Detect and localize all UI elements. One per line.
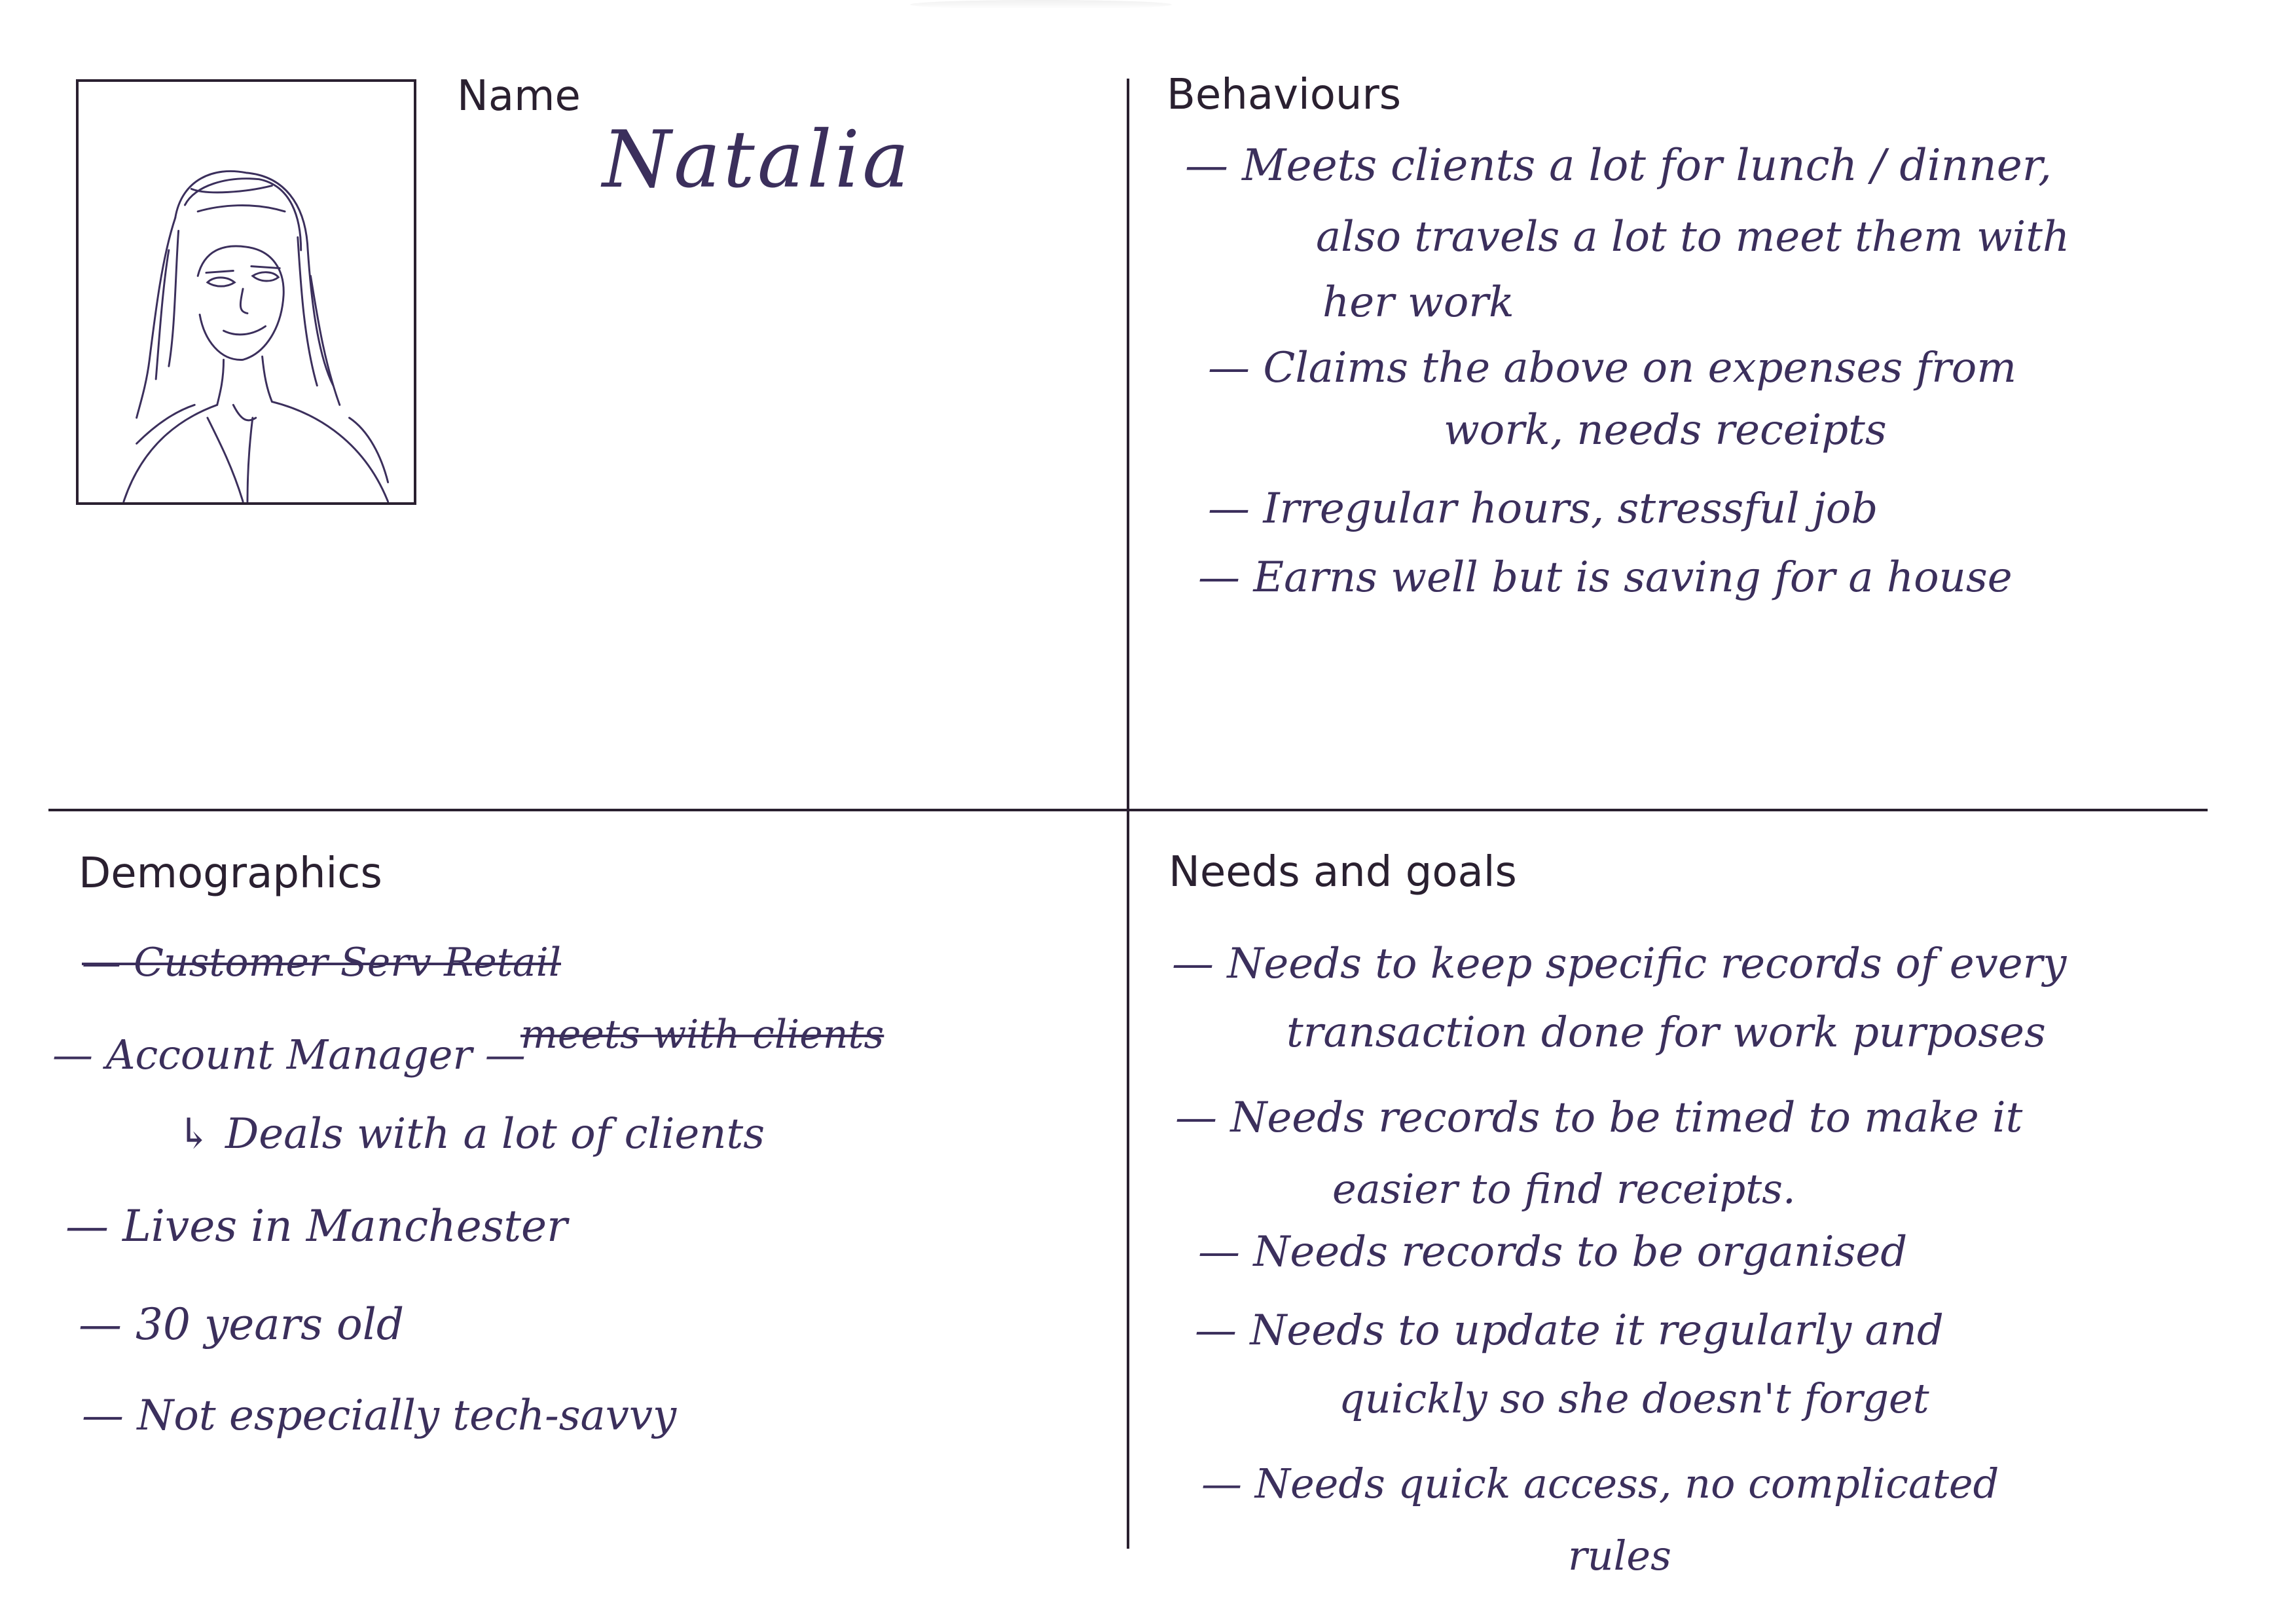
needs-goals-line: rules <box>1568 1532 1671 1579</box>
needs-goals-line: — Needs records to be organised <box>1198 1228 1908 1276</box>
horizontal-divider <box>48 809 2208 811</box>
demographics-line: — Not especially tech-savvy <box>82 1392 677 1440</box>
demographics-line: — 30 years old <box>79 1299 405 1350</box>
needs-goals-line: easier to find receipts. <box>1332 1165 1796 1213</box>
scan-shadow <box>910 0 1172 9</box>
portrait-drawing <box>79 82 414 502</box>
persona-name: Natalia <box>602 115 912 206</box>
behaviours-line: — Meets clients a lot for lunch / dinner, <box>1185 140 2052 191</box>
needs-goals-heading: Needs and goals <box>1169 848 1517 896</box>
needs-goals-line: — Needs to update it regularly and <box>1195 1306 1944 1355</box>
demographics-line: ↳ Deals with a lot of clients <box>177 1110 765 1158</box>
behaviours-line: her work <box>1322 278 1514 327</box>
needs-goals-line: quickly so she doesn't forget <box>1339 1375 1929 1422</box>
needs-goals-line: — Needs to keep specific records of every <box>1172 940 2067 988</box>
demographics-line: — Account Manager — <box>52 1031 526 1079</box>
behaviours-line: work, needs receipts <box>1444 406 1887 454</box>
behaviours-heading: Behaviours <box>1167 71 1402 119</box>
vertical-divider <box>1127 79 1129 1549</box>
needs-goals-line: — Needs records to be timed to make it <box>1175 1094 2023 1142</box>
behaviours-line: — Claims the above on expenses from <box>1208 344 2016 392</box>
behaviours-line: — Earns well but is saving for a house <box>1198 553 2013 602</box>
needs-goals-line: — Needs quick access, no complicated <box>1201 1460 1999 1507</box>
name-label: Name <box>457 72 581 120</box>
demographics-heading: Demographics <box>79 849 382 898</box>
demographics-line-struck: meets with clients <box>520 1012 884 1058</box>
behaviours-line: also travels a lot to meet them with <box>1316 213 2070 261</box>
demographics-line-struck: — Customer Serv Retail <box>82 940 562 986</box>
demographics-line: — Lives in Manchester <box>65 1201 568 1251</box>
behaviours-line: — Irregular hours, stressful job <box>1208 485 1878 533</box>
needs-goals-line: transaction done for work purposes <box>1286 1008 2046 1057</box>
persona-portrait-sketch <box>76 79 416 505</box>
